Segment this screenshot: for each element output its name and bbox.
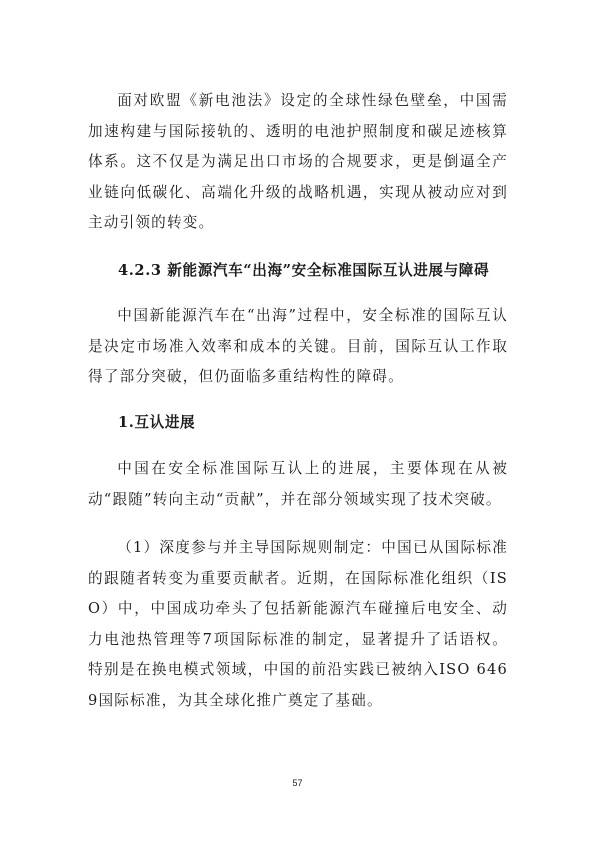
page-number: 57	[292, 778, 303, 788]
paragraph-eu-battery-regulation: 面对欧盟《新电池法》设定的全球性绿色壁垒，中国需加速构建与国际接轨的、透明的电池护照制度和碳足迹核算体系。这不仅是为满足出口市场的合规要求，更是倒逼全产业链向低碳化、高端化升级的战略机遇，实现从被动应对到主动引领的转变。	[88, 92, 508, 232]
paragraph-international-rules: （1）深度参与并主导国际规则制定：中国已从国际标准的跟随者转变为重要贡献者。近期，在国际标准化组织（ISO）中，中国成功牵头了包括新能源汽车碰撞后电安全、动力电池热管理等7项国际标准的制定，显著提升了话语权。特别是在换电模式领域，中国的前沿实践已被纳入ISO 6469国际标准，为其全球化推广奠定了基础。	[88, 539, 508, 709]
paragraph-progress-summary: 中国在安全标准国际互认上的进展，主要体现在从被动“跟随”转向主动“贡献”，并在部分领域实现了技术突破。	[88, 460, 508, 508]
subsection-heading: 1.互认进展	[118, 414, 196, 431]
section-heading: 4.2.3 新能源汽车“出海”安全标准国际互认进展与障碍	[118, 262, 490, 279]
paragraph-mutual-recognition-intro: 中国新能源汽车在“出海”过程中，安全标准的国际互认是决定市场准入效率和成本的关键。目前，国际互认工作取得了部分突破，但仍面临多重结构性的障碍。	[88, 307, 508, 386]
